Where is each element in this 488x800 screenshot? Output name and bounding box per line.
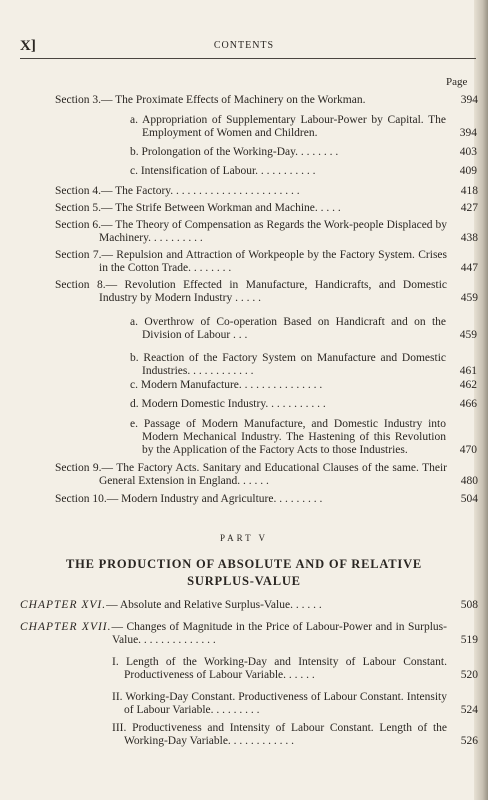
toc-entry-text: II. Working-Day Constant. Productiveness of Labour Constant. Intensity of Labour Variable. . . . . . . . . [112, 691, 447, 716]
toc-entry-text: Section 9.— The Factory Acts. Sanitary and Educational Clauses of the same. Their General Extension in England. . . . . . [55, 462, 447, 487]
toc-page-number: 520 [460, 669, 478, 681]
toc-entry-text: Section 6.— The Theory of Compensation as Regards the Work-people Displaced by Machinery. . . . . . . . . . [55, 219, 447, 244]
toc-page-number: 394 [459, 127, 477, 139]
toc-entry-chapter-17-i[interactable] [112, 656, 478, 682]
toc-entry-text: Section 4.— The Factory. . . . . . . . . . . . . . . . . . . . . . . [55, 185, 300, 197]
toc-entry-section-3c[interactable] [130, 165, 477, 178]
toc-entry-text: Section 10.— Modern Industry and Agriculture. . . . . . . . . [55, 493, 323, 505]
toc-entry-section-7[interactable] [55, 249, 478, 275]
toc-page-number: 447 [460, 262, 478, 274]
toc-entry-section-8e[interactable] [130, 418, 477, 457]
toc-list-part-v [0, 599, 488, 748]
toc-entry-text: Section 8.— Revolution Effected in Manufacture, Handicrafts, and Domestic Industry by Modern Industry . . . . . [55, 279, 447, 304]
header-rule [20, 58, 476, 59]
toc-entry-section-8d[interactable] [130, 398, 477, 411]
toc-page-number: 480 [460, 475, 478, 487]
toc-entry-section-8[interactable] [55, 279, 478, 305]
toc-page-number: 466 [459, 398, 477, 410]
toc-entry-section-3b[interactable] [130, 146, 477, 159]
toc-entry-text: Section 3.— The Proximate Effects of Machinery on the Workman. [55, 94, 366, 106]
running-header: CONTENTS [213, 40, 275, 51]
toc-entry-section-4[interactable] [55, 185, 478, 198]
toc-page-number: 508 [460, 599, 478, 611]
toc-page-number: 526 [460, 735, 478, 747]
toc-page-number: 462 [459, 379, 477, 391]
toc-entry-section-8c[interactable] [130, 379, 477, 392]
toc-page-number: 427 [460, 202, 478, 214]
toc-page-number: 409 [459, 165, 477, 177]
toc-entry-text: III. Productiveness and Intensity of Labour Constant. Length of the Working-Day Variable. . . . . . . . . . . . [112, 722, 447, 747]
toc-entry-section-3[interactable] [55, 94, 478, 107]
toc-page-number: 459 [460, 292, 478, 304]
toc-entry-text: Section 7.— Repulsion and Attraction of Workpeople by the Factory System. Crises in the Cotton Trade. . . . . . . . [55, 249, 447, 274]
toc-entry-text: e. Passage of Modern Manufacture, and Domestic Industry into Modern Mechanical Industry. The Hastening of this Revolution by the Application of the Factory Acts to those Industries. [130, 418, 446, 456]
toc-page-number: 459 [459, 329, 477, 341]
toc-entry-text: — Absolute and Relative Surplus-Value. . . . . . [106, 599, 322, 611]
toc-entry-chapter-17-ii[interactable] [112, 691, 478, 717]
toc-entry-text: c. Modern Manufacture. . . . . . . . . . . . . . . [130, 379, 323, 391]
toc-entry-text: I. Length of the Working-Day and Intensity of Labour Constant. Productiveness of Labour Variable. . . . . . [112, 656, 447, 681]
chapter-label: CHAPTER XVI. [20, 599, 107, 611]
toc-entry-section-5[interactable] [55, 202, 478, 215]
toc-entry-chapter-17-iii[interactable] [112, 722, 478, 748]
toc-entry-section-9[interactable] [55, 462, 478, 488]
toc-page-number: 470 [459, 444, 477, 456]
toc-entry-section-8a[interactable] [130, 316, 477, 342]
page-column-label: Page [446, 76, 468, 88]
toc-entry-text: c. Intensification of Labour. . . . . . . . . . . [130, 165, 316, 177]
toc-entry-section-6[interactable] [55, 219, 478, 245]
toc-page-number: 524 [460, 704, 478, 716]
toc-entry-chapter-16[interactable] [20, 599, 478, 612]
toc-list-chapter-xv [0, 94, 488, 506]
toc-entry-section-3a[interactable] [130, 114, 477, 140]
toc-page-number: 461 [459, 365, 477, 377]
page-roman-number: X] [20, 38, 36, 54]
toc-page-number: 418 [460, 185, 478, 197]
toc-entry-text: b. Prolongation of the Working-Day. . . . . . . . [130, 146, 339, 158]
toc-page-number: 438 [460, 232, 478, 244]
toc-entry-text: a. Overthrow of Co-operation Based on Handicraft and on the Division of Labour . . . [130, 316, 446, 341]
toc-entry-section-8b[interactable] [130, 352, 477, 378]
toc-entry-text: b. Reaction of the Factory System on Manufacture and Domestic Industries. . . . . . . . . . . . [130, 352, 446, 377]
toc-page-number: 504 [460, 493, 478, 505]
toc-entry-text: Section 5.— The Strife Between Workman and Machine. . . . . [55, 202, 341, 214]
part-title: THE PRODUCTION OF ABSOLUTE AND OF RELATIVE SURPLUS-VALUE [65, 557, 423, 588]
toc-entry-text: d. Modern Domestic Industry. . . . . . . . . . . [130, 398, 326, 410]
toc-entry-text: a. Appropriation of Supplementary Labour-Power by Capital. The Employment of Women and Children. [130, 114, 446, 139]
toc-page-number: 394 [460, 94, 478, 106]
toc-page-number: 403 [459, 146, 477, 158]
chapter-label: CHAPTER XVII. [20, 621, 112, 633]
part-label: PART V [219, 533, 269, 543]
toc-entry-text: — Changes of Magnitude in the Price of Labour-Power and in Surplus-Value. . . . . . . . . . . . . . [111, 621, 447, 646]
toc-entry-section-10[interactable] [55, 493, 478, 506]
toc-entry-chapter-17[interactable] [20, 621, 478, 647]
toc-page-number: 519 [460, 634, 478, 646]
